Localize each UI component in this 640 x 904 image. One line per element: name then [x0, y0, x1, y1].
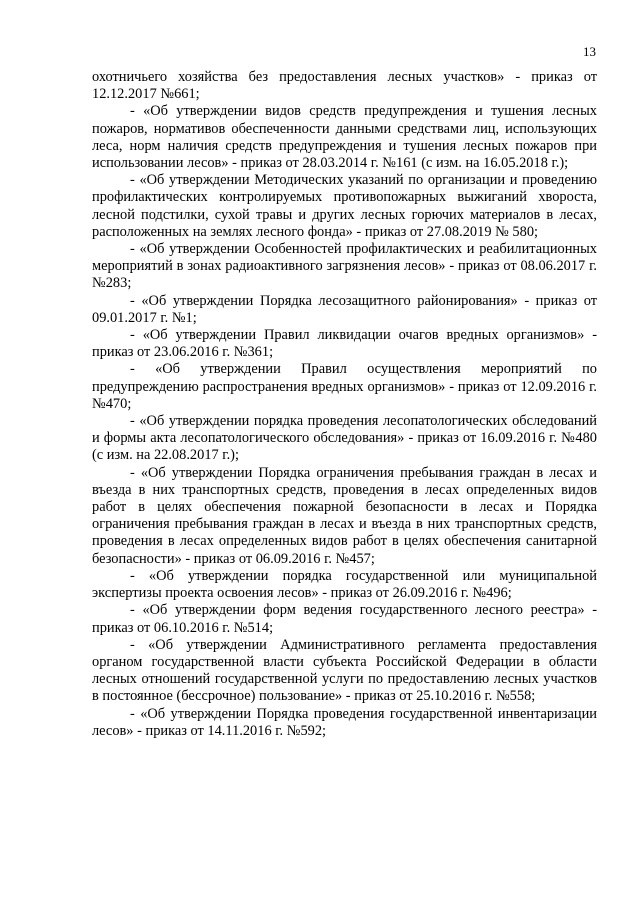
- page-number: 13: [583, 44, 596, 59]
- list-item: - «Об утверждении видов средств предупреждения и тушения лесных пожаров, нормативов обеспеченности данными средствами лиц, использующих леса, норм наличия средств предупреждения и тушения лесных пожаров при использовании лесов» - приказ от 28.03.2014 г. №161 (с изм. на 16.05.2018 г.);: [92, 103, 597, 172]
- list-item: - «Об утверждении порядка проведения лесопатологических обследований и формы акта лесопатологического обследования» - приказ от 16.09.2016 г. №480 (с изм. на 22.08.2017 г.);: [92, 413, 597, 464]
- list-item: - «Об утверждении Порядка проведения государственной инвентаризации лесов» - приказ от 14.11.2016 г. №592;: [92, 705, 597, 739]
- list-item: - «Об утверждении Правил осуществления мероприятий по предупреждению распространения вредных организмов» - приказ от 12.09.2016 г. №470;: [92, 361, 597, 412]
- document-body: [92, 69, 597, 740]
- list-item: - «Об утверждении Административного регламента предоставления органом государственной власти субъекта Российской Федерации в области лесных отношений государственной услуги по предоставлению лесных участков в постоянное (бессрочное) пользование» - приказ от 25.10.2016 г. №558;: [92, 636, 597, 705]
- list-item: - «Об утверждении Порядка лесозащитного районирования» - приказ от 09.01.2017 г. №1;: [92, 292, 597, 326]
- list-item: - «Об утверждении Особенностей профилактических и реабилитационных мероприятий в зонах радиоактивного загрязнения лесов» - приказ от 08.06.2017 г. №283;: [92, 241, 597, 292]
- list-item: - «Об утверждении форм ведения государственного лесного реестра» - приказ от 06.10.2016 г. №514;: [92, 602, 597, 636]
- list-item: - «Об утверждении Методических указаний по организации и проведению профилактических контролируемых противопожарных выжиганий хвороста, лесной подстилки, сухой травы и других лесных горючих материалов в лесах, расположенных на землях лесного фонда» - приказ от 27.08.2019 № 580;: [92, 172, 597, 240]
- list-item: - «Об утверждении Порядка ограничения пребывания граждан в лесах и въезда в них транспортных средств, проведения в лесах определенных видов работ в целях обеспечения пожарной безопасности в лесах и Порядка ограничения пребывания граждан в лесах и въезда в них транспортных средств, проведения в лесах определенных видов работ в целях обеспечения санитарной безопасности» - приказ от 06.09.2016 г. №457;: [92, 464, 597, 567]
- list-item: - «Об утверждении Правил ликвидации очагов вредных организмов» - приказ от 23.06.2016 г. №361;: [92, 327, 597, 361]
- paragraph-continuation: охотничьего хозяйства без предоставления лесных участков» - приказ от 12.12.2017 №661;: [92, 69, 597, 103]
- list-item: - «Об утверждении порядка государственной или муниципальной экспертизы проекта освоения лесов» - приказ от 26.09.2016 г. №496;: [92, 567, 597, 602]
